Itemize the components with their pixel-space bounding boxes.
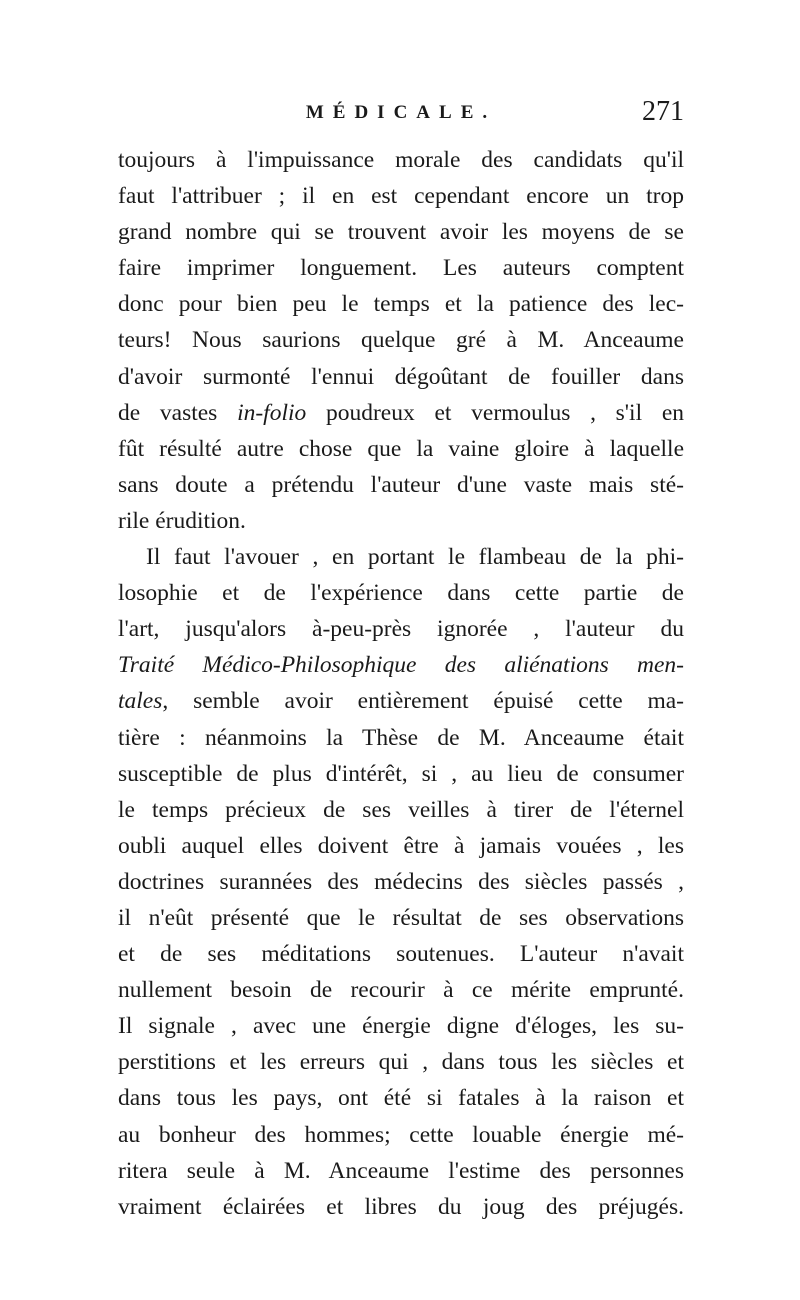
text-line: doctrines surannées des médecins des siècles passés ,: [118, 868, 684, 895]
text-line: fût résulté autre chose que la vaine gloire à laquelle: [118, 435, 684, 462]
text-line: toujours à l'impuissance morale des candidats qu'il: [118, 147, 684, 173]
running-title: MÉDICALE.: [305, 102, 497, 123]
text-fragment: de vastes: [118, 399, 218, 426]
italic-term: tales: [118, 688, 163, 715]
text-line: grand nombre qui se trouvent avoir les moyens de se: [118, 219, 684, 246]
text-line: il n'eût présenté que le résultat de ses observations: [118, 904, 684, 931]
text-line: susceptible de plus d'intérêt, si , au lieu de consumer: [118, 760, 684, 787]
text-fragment: , semble avoir entièrement épuisé cette ma-: [162, 688, 684, 715]
body-text: [118, 142, 684, 1225]
page-number: 271: [642, 96, 684, 127]
text-line: dans tous les pays, ont été si fatales à la raison et: [118, 1085, 684, 1112]
text-fragment: poudreux et vermoulus , s'il en: [325, 399, 684, 426]
text-line: vraiment éclairées et libres du joug des préjugés.: [118, 1193, 684, 1220]
running-head: [118, 96, 684, 136]
text-line: l'art, jusqu'alors à-peu-près ignorée , l'auteur du: [118, 616, 684, 643]
text-line: [118, 683, 684, 719]
text-line: losophie et de l'expérience dans cette partie de: [118, 580, 684, 607]
text-line: sans doute a prétendu l'auteur d'une vaste mais sté-: [118, 471, 684, 498]
text-line: teurs! Nous saurions quelque gré à M. Anceaume: [118, 327, 684, 354]
text-line: au bonheur des hommes; cette louable énergie mé-: [118, 1121, 684, 1148]
text-line: faire imprimer longuement. Les auteurs comptent: [118, 255, 684, 282]
text-line: donc pour bien peu le temps et la patience des lec-: [118, 291, 684, 318]
text-line: perstitions et les erreurs qui , dans tous les siècles et: [118, 1049, 684, 1076]
text-line: Il signale , avec une énergie digne d'éloges, les su-: [118, 1013, 684, 1040]
text-line: Il faut l'avouer , en portant le flambeau de la phi-: [146, 544, 684, 571]
text-line: d'avoir surmonté l'ennui dégoûtant de fouiller dans: [118, 363, 684, 390]
italic-term: in-folio: [237, 399, 307, 426]
italic-title-line: Traité Médico-Philosophique des aliénations men-: [118, 652, 684, 679]
text-line: rile érudition.: [118, 507, 246, 534]
text-line: ritera seule à M. Anceaume l'estime des personnes: [118, 1157, 684, 1184]
text-line: le temps précieux de ses veilles à tirer de l'éternel: [118, 796, 684, 823]
text-line: [118, 395, 684, 431]
text-line: nullement besoin de recourir à ce mérite emprunté.: [118, 977, 684, 1004]
text-line: et de ses méditations soutenues. L'auteur n'avait: [118, 941, 684, 968]
text-line: faut l'attribuer ; il en est cependant encore un trop: [118, 183, 684, 210]
text-line: oubli auquel elles doivent être à jamais vouées , les: [118, 832, 684, 859]
text-line: tière : néanmoins la Thèse de M. Anceaume était: [118, 724, 684, 751]
